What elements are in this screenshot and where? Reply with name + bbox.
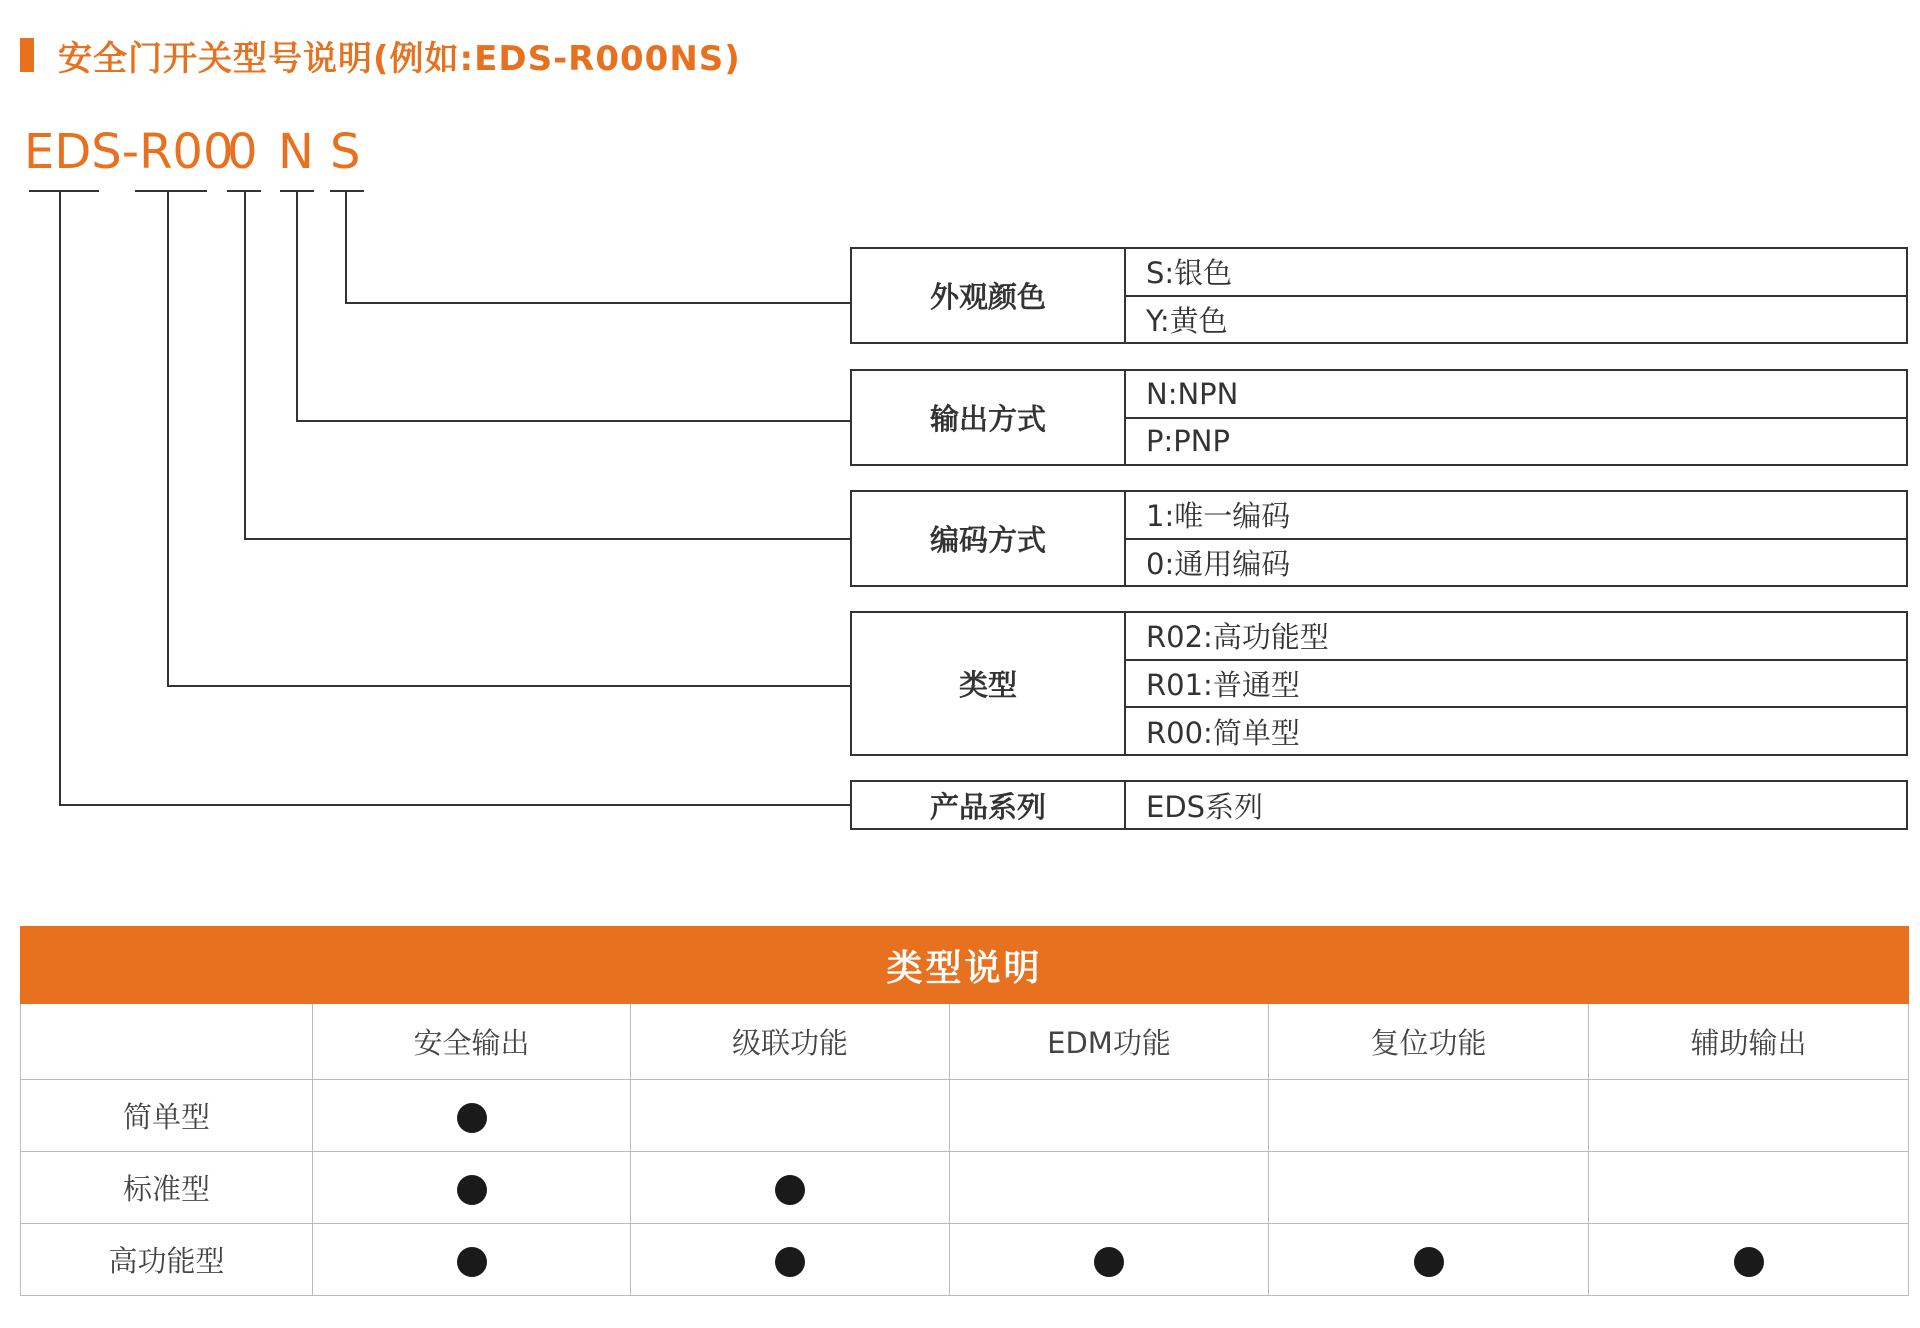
type-table-header-aux-output: 辅助输出 <box>1589 1004 1909 1080</box>
code-underline-series <box>29 190 99 192</box>
spec-category-encoding: 编码方式 <box>852 492 1126 585</box>
feature-dot-icon <box>1414 1247 1444 1277</box>
spec-option-unique-code: 1:唯一编码 <box>1126 492 1906 540</box>
spec-category-color: 外观颜色 <box>852 249 1126 342</box>
model-code-encoding: 0 <box>227 124 258 180</box>
type-table-header-reset: 复位功能 <box>1269 1004 1589 1080</box>
heading-accent-bar <box>20 38 34 72</box>
feature-cell <box>631 1080 950 1152</box>
connector-series-horizontal <box>59 804 850 806</box>
feature-dot-icon <box>1094 1247 1124 1277</box>
feature-cell <box>313 1224 631 1296</box>
spec-option-silver: S:银色 <box>1126 249 1906 297</box>
spec-option-general-code: 0:通用编码 <box>1146 546 1291 581</box>
connector-encoding-horizontal <box>244 538 850 540</box>
type-description-table <box>20 926 1909 1296</box>
feature-cell <box>950 1080 1269 1152</box>
model-code-series: EDS-R00 <box>24 124 234 180</box>
spec-option-npn: N:NPN <box>1126 371 1906 419</box>
spec-option-r00: R00:简单型 <box>1146 715 1300 750</box>
table-row <box>21 1224 1909 1296</box>
feature-cell <box>1269 1080 1589 1152</box>
type-table-header-edm: EDM功能 <box>950 1004 1269 1080</box>
spec-option-yellow: Y:黄色 <box>1146 303 1228 338</box>
connector-type-horizontal <box>167 685 850 687</box>
connector-type-vertical <box>167 192 169 687</box>
connector-output-horizontal <box>296 420 850 422</box>
code-underline-color <box>330 190 364 192</box>
spec-option-r01: R01:普通型 <box>1126 661 1906 709</box>
type-table-header-empty <box>21 1004 313 1080</box>
connector-output-vertical <box>296 192 298 422</box>
type-table-header-cascade: 级联功能 <box>631 1004 950 1080</box>
row-label-simple: 简单型 <box>21 1080 313 1152</box>
feature-dot-icon <box>457 1103 487 1133</box>
table-row <box>21 1080 1909 1152</box>
row-label-high-function: 高功能型 <box>21 1224 313 1296</box>
heading-title: 安全门开关型号说明(例如:EDS-R000NS) <box>58 38 741 79</box>
code-underline-type <box>135 190 207 192</box>
feature-cell <box>1589 1152 1909 1224</box>
feature-dot-icon <box>775 1175 805 1205</box>
feature-cell <box>1589 1080 1909 1152</box>
feature-cell <box>1589 1224 1909 1296</box>
spec-table-type <box>850 611 1908 756</box>
feature-dot-icon <box>457 1175 487 1205</box>
feature-dot-icon <box>1734 1247 1764 1277</box>
type-table-header-safety-output: 安全输出 <box>313 1004 631 1080</box>
feature-cell <box>631 1224 950 1296</box>
feature-cell <box>1269 1224 1589 1296</box>
row-label-standard: 标准型 <box>21 1152 313 1224</box>
spec-option-r02: R02:高功能型 <box>1126 613 1906 661</box>
spec-table-color <box>850 247 1908 344</box>
feature-cell <box>313 1152 631 1224</box>
model-code-output: N <box>278 124 314 180</box>
connector-encoding-vertical <box>244 192 246 540</box>
type-table-title: 类型说明 <box>21 927 1909 1004</box>
feature-dot-icon <box>775 1247 805 1277</box>
spec-option-pnp: P:PNP <box>1146 424 1230 459</box>
spec-option-eds-series: EDS系列 <box>1146 789 1264 824</box>
feature-cell <box>313 1080 631 1152</box>
connector-series-vertical <box>59 192 61 806</box>
connector-color-vertical <box>345 192 347 304</box>
spec-table-series <box>850 780 1908 830</box>
spec-table-encoding <box>850 490 1908 587</box>
spec-table-output <box>850 369 1908 466</box>
connector-color-horizontal <box>345 302 850 304</box>
feature-dot-icon <box>457 1247 487 1277</box>
table-row <box>21 1152 1909 1224</box>
model-code-color: S <box>330 124 361 180</box>
spec-category-output: 输出方式 <box>852 371 1126 464</box>
type-table-header-row <box>21 1004 1909 1080</box>
section-heading <box>20 35 741 79</box>
feature-cell <box>950 1152 1269 1224</box>
feature-cell <box>631 1152 950 1224</box>
feature-cell <box>1269 1152 1589 1224</box>
feature-cell <box>950 1224 1269 1296</box>
spec-category-series: 产品系列 <box>852 782 1126 828</box>
spec-category-type: 类型 <box>852 613 1126 754</box>
